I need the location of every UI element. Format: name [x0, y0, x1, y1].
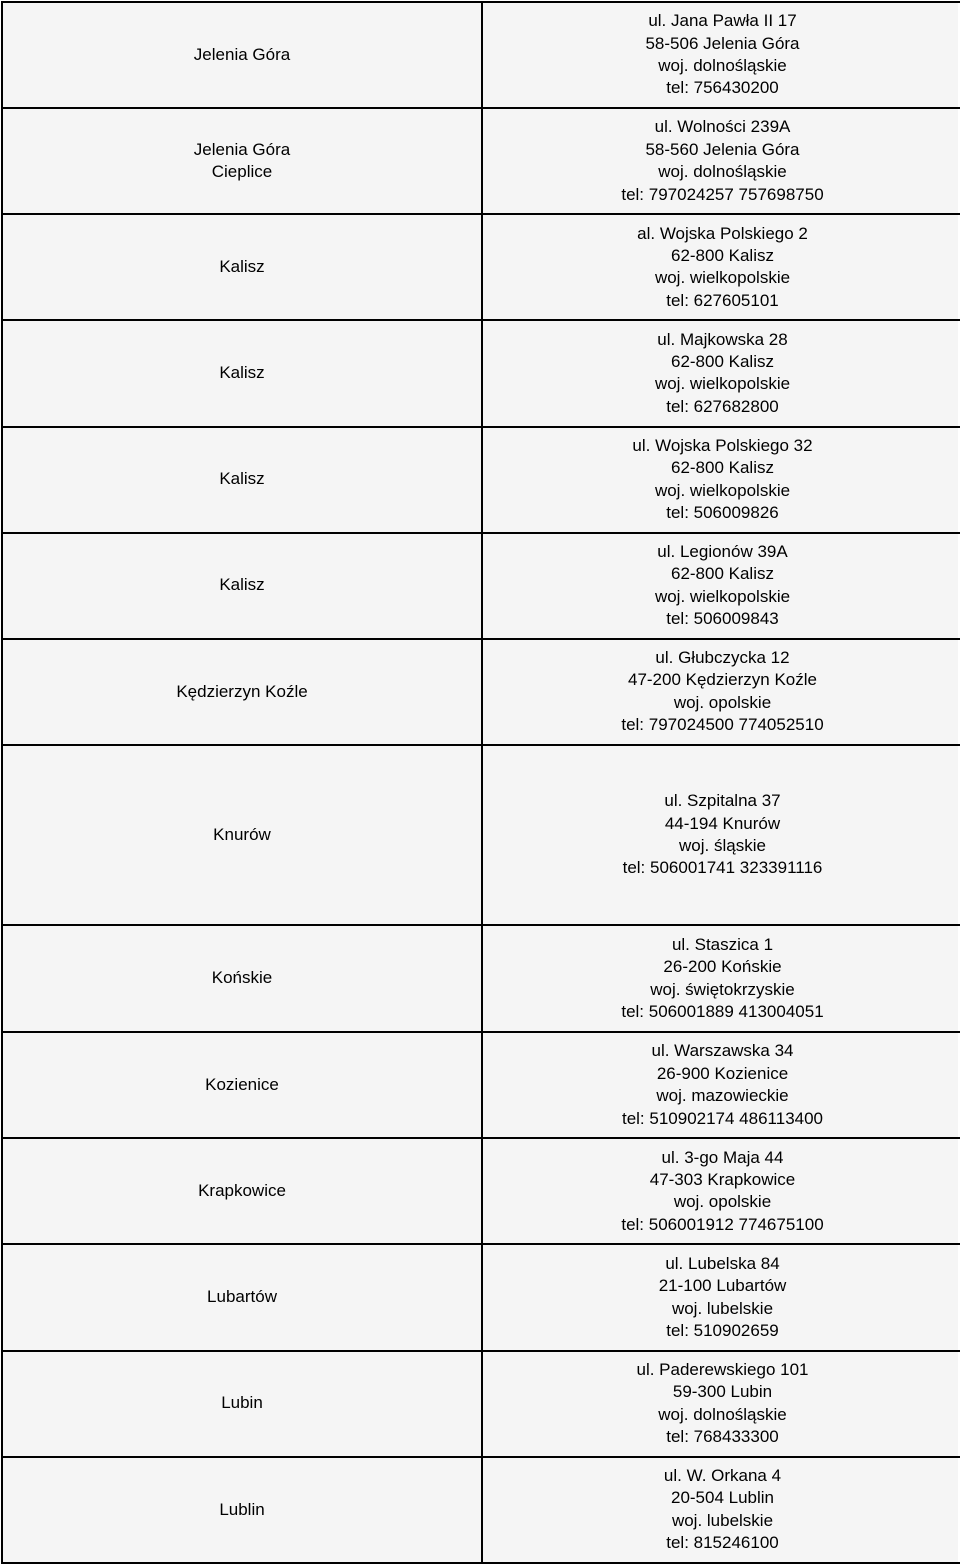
address-cell: [482, 925, 960, 1032]
city-name: Kędzierzyn Koźle: [176, 681, 308, 701]
voivodeship: woj. wielkopolskie: [654, 586, 791, 606]
address-cell: [482, 1032, 960, 1138]
city-name: Kozienice: [205, 1075, 279, 1095]
phone-number: tel: 506009843: [666, 609, 779, 629]
voivodeship: woj. lubelskie: [671, 1298, 774, 1318]
city-name: Końskie: [211, 968, 273, 988]
postal-code-city: 62-800 Kalisz: [670, 245, 774, 265]
locations-table: [1, 1, 960, 1564]
table-row: [2, 745, 960, 925]
address-cell: [482, 108, 960, 214]
city-name: Kalisz: [219, 257, 265, 277]
phone-number: tel: 506001741 323391116: [622, 858, 823, 878]
voivodeship: woj. lubelskie: [671, 1510, 774, 1530]
address-cell: [482, 1351, 960, 1457]
city-cell: [2, 1457, 482, 1563]
postal-code-city: 58-506 Jelenia Góra: [645, 33, 800, 53]
street-address: ul. W. Orkana 4: [663, 1466, 782, 1486]
city-name: Lublin: [219, 1499, 265, 1519]
phone-number: tel: 506009826: [666, 502, 779, 522]
postal-code-city: 62-800 Kalisz: [670, 352, 774, 372]
city-cell: [2, 214, 482, 320]
city-cell: [2, 427, 482, 533]
voivodeship: woj. dolnośląskie: [658, 1404, 787, 1424]
phone-number: tel: 506001889 413004051: [621, 1002, 824, 1022]
address-cell: [482, 2, 960, 108]
city-name: Lubartów: [207, 1287, 277, 1307]
postal-code-city: 21-100 Lubartów: [658, 1276, 787, 1296]
city-cell: [2, 639, 482, 745]
street-address: ul. Jana Pawła II 17: [648, 11, 797, 31]
table-row: [2, 1032, 960, 1138]
voivodeship: woj. wielkopolskie: [654, 480, 791, 500]
street-address: ul. Wojska Polskiego 32: [632, 435, 813, 455]
table-row: [2, 2, 960, 108]
table-row: [2, 1138, 960, 1244]
city-district: Cieplice: [211, 162, 273, 182]
postal-code-city: 47-200 Kędzierzyn Koźle: [627, 670, 817, 690]
address-cell: [482, 533, 960, 639]
table-row: [2, 427, 960, 533]
street-address: ul. Wolności 239A: [654, 117, 791, 137]
street-address: ul. Staszica 1: [671, 934, 774, 954]
table-row: [2, 214, 960, 320]
voivodeship: woj. dolnośląskie: [658, 56, 787, 76]
city-cell: [2, 925, 482, 1032]
city-name: Krapkowice: [198, 1181, 286, 1201]
table-row: [2, 1351, 960, 1457]
phone-number: tel: 768433300: [666, 1427, 779, 1447]
address-cell: [482, 639, 960, 745]
voivodeship: woj. śląskie: [679, 835, 766, 855]
city-cell: [2, 108, 482, 214]
city-name: Jelenia Góra: [193, 139, 291, 159]
street-address: ul. Szpitalna 37: [664, 791, 781, 811]
city-name: Lubin: [221, 1393, 263, 1413]
voivodeship: woj. opolskie: [673, 1192, 772, 1212]
street-address: ul. Majkowska 28: [657, 329, 788, 349]
postal-code-city: 26-900 Kozienice: [656, 1063, 789, 1083]
city-name: Knurów: [213, 824, 271, 844]
address-cell: [482, 1244, 960, 1350]
phone-number: tel: 510902174 486113400: [621, 1108, 824, 1128]
city-cell: [2, 320, 482, 426]
voivodeship: woj. wielkopolskie: [654, 268, 791, 288]
street-address: ul. Legionów 39A: [657, 541, 788, 561]
street-address: ul. Głubczycka 12: [655, 648, 790, 667]
postal-code-city: 59-300 Lubin: [672, 1382, 773, 1402]
postal-code-city: 26-200 Końskie: [663, 957, 782, 977]
street-address: ul. Lubelska 84: [665, 1253, 780, 1273]
phone-number: tel: 506001912 774675100: [621, 1214, 824, 1234]
city-cell: [2, 1032, 482, 1138]
postal-code-city: 58-560 Jelenia Góra: [645, 139, 800, 159]
phone-number: tel: 627605101: [666, 290, 779, 310]
document-page: [1, 1, 958, 1564]
address-cell: [482, 214, 960, 320]
voivodeship: woj. opolskie: [673, 692, 772, 712]
table-row: [2, 1457, 960, 1563]
voivodeship: woj. wielkopolskie: [654, 374, 791, 394]
phone-number: tel: 797024500 774052510: [621, 715, 824, 735]
address-cell: [482, 745, 960, 925]
postal-code-city: 20-504 Lublin: [670, 1488, 775, 1508]
city-cell: [2, 1138, 482, 1244]
voivodeship: woj. dolnośląskie: [658, 162, 787, 182]
address-cell: [482, 427, 960, 533]
city-name: Kalisz: [219, 469, 265, 489]
table-row: [2, 925, 960, 1032]
table-row: [2, 1244, 960, 1350]
phone-number: tel: 815246100: [666, 1533, 779, 1553]
voivodeship: woj. świętokrzyskie: [650, 979, 795, 999]
city-cell: [2, 1244, 482, 1350]
phone-number: tel: 510902659: [666, 1320, 779, 1340]
table-row: [2, 533, 960, 639]
table-row: [2, 639, 960, 745]
phone-number: tel: 627682800: [666, 396, 779, 416]
address-cell: [482, 1138, 960, 1244]
street-address: al. Wojska Polskiego 2: [637, 223, 808, 243]
postal-code-city: 62-800 Kalisz: [670, 458, 774, 478]
postal-code-city: 47-303 Krapkowice: [649, 1170, 796, 1189]
address-cell: [482, 1457, 960, 1563]
street-address: ul. Paderewskiego 101: [636, 1359, 809, 1379]
city-cell: [2, 2, 482, 108]
postal-code-city: 44-194 Knurów: [664, 813, 781, 833]
city-cell: [2, 1351, 482, 1457]
city-cell: [2, 745, 482, 925]
address-cell: [482, 320, 960, 426]
phone-number: tel: 797024257 757698750: [621, 184, 824, 204]
voivodeship: woj. mazowieckie: [656, 1086, 789, 1106]
postal-code-city: 62-800 Kalisz: [670, 564, 774, 584]
street-address: ul. 3-go Maja 44: [661, 1147, 784, 1167]
table-row: [2, 108, 960, 214]
locations-table-body: [2, 2, 960, 1563]
street-address: ul. Warszawska 34: [651, 1041, 794, 1061]
city-cell: [2, 533, 482, 639]
city-name: Jelenia Góra: [193, 44, 291, 64]
phone-number: tel: 756430200: [666, 78, 779, 98]
table-row: [2, 320, 960, 426]
city-name: Kalisz: [219, 363, 265, 383]
city-name: Kalisz: [219, 575, 265, 595]
